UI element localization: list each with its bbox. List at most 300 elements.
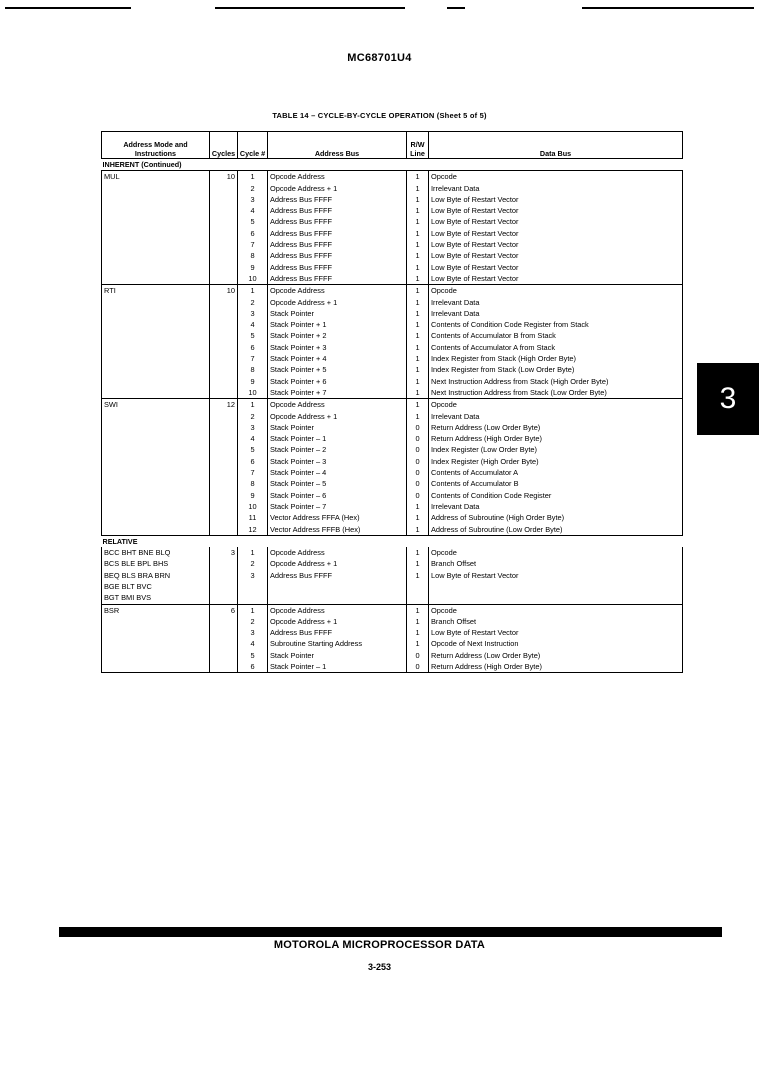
address-bus-cell: Stack Pointer	[268, 308, 407, 319]
table-row	[102, 183, 683, 194]
table-row	[102, 353, 683, 364]
cycle-number: 10	[238, 273, 268, 285]
data-bus-cell: Contents of Accumulator A	[429, 467, 683, 478]
cycle-number: 1	[238, 604, 268, 616]
cycle-number: 5	[238, 444, 268, 455]
rw-line-cell: 1	[407, 171, 429, 183]
cycle-count	[210, 183, 238, 194]
cycle-table	[101, 131, 683, 673]
data-bus-cell: Irrelevant Data	[429, 308, 683, 319]
address-bus-cell: Address Bus FFFF	[268, 250, 407, 261]
table-body	[102, 159, 683, 673]
data-bus-cell: Irrelevant Data	[429, 501, 683, 512]
address-bus-cell: Opcode Address	[268, 285, 407, 297]
instruction-mode: BGE BLT BVC	[102, 581, 210, 592]
table-row	[102, 478, 683, 489]
data-bus-cell: Address of Subroutine (Low Order Byte)	[429, 524, 683, 536]
cycle-count	[210, 512, 238, 523]
table-row	[102, 285, 683, 297]
table-row	[102, 592, 683, 604]
table-row	[102, 570, 683, 581]
top-rule-right	[582, 7, 754, 9]
cycle-count	[210, 467, 238, 478]
address-bus-cell: Opcode Address + 1	[268, 616, 407, 627]
cycle-count	[210, 387, 238, 399]
data-bus-cell: Low Byte of Restart Vector	[429, 262, 683, 273]
cycle-count: 12	[210, 399, 238, 411]
instruction-mode	[102, 387, 210, 399]
table-row	[102, 205, 683, 216]
rw-line-cell: 0	[407, 650, 429, 661]
cycle-count	[210, 422, 238, 433]
data-bus-cell: Low Byte of Restart Vector	[429, 570, 683, 581]
data-bus-cell: Low Byte of Restart Vector	[429, 627, 683, 638]
address-bus-cell: Subroutine Starting Address	[268, 638, 407, 649]
instruction-mode	[102, 456, 210, 467]
rw-line-cell: 1	[407, 194, 429, 205]
address-bus-cell: Stack Pointer	[268, 650, 407, 661]
cycle-count	[210, 558, 238, 569]
data-bus-cell: Opcode of Next Instruction	[429, 638, 683, 649]
address-bus-cell: Stack Pointer + 5	[268, 364, 407, 375]
column-header-mode: Address Mode and Instructions	[102, 132, 210, 159]
cycle-count	[210, 638, 238, 649]
instruction-mode	[102, 638, 210, 649]
cycle-number: 7	[238, 353, 268, 364]
table-row	[102, 638, 683, 649]
data-bus-cell: Low Byte of Restart Vector	[429, 205, 683, 216]
section-heading-row	[102, 535, 683, 547]
table-row	[102, 627, 683, 638]
instruction-mode	[102, 216, 210, 227]
instruction-mode	[102, 308, 210, 319]
rw-line-cell: 1	[407, 411, 429, 422]
instruction-mode	[102, 616, 210, 627]
table-row	[102, 661, 683, 673]
cycle-count	[210, 228, 238, 239]
table-row	[102, 364, 683, 375]
table-row	[102, 399, 683, 411]
rw-line-cell: 1	[407, 364, 429, 375]
table-row	[102, 250, 683, 261]
data-bus-cell: Contents of Accumulator B	[429, 478, 683, 489]
table-row	[102, 433, 683, 444]
cycle-number	[238, 592, 268, 604]
instruction-mode	[102, 183, 210, 194]
cycle-number: 11	[238, 512, 268, 523]
instruction-mode	[102, 627, 210, 638]
address-bus-cell: Opcode Address + 1	[268, 558, 407, 569]
data-bus-cell: Opcode	[429, 604, 683, 616]
rw-line-cell: 1	[407, 250, 429, 261]
table-row	[102, 604, 683, 616]
address-bus-cell: Stack Pointer + 2	[268, 330, 407, 341]
rw-line-cell: 0	[407, 661, 429, 673]
rw-line-cell: 1	[407, 228, 429, 239]
cycle-count	[210, 250, 238, 261]
rw-line-cell: 1	[407, 183, 429, 194]
address-bus-cell: Stack Pointer + 1	[268, 319, 407, 330]
address-bus-cell: Address Bus FFFF	[268, 570, 407, 581]
cycle-count	[210, 262, 238, 273]
address-bus-cell: Stack Pointer – 2	[268, 444, 407, 455]
rw-line-cell: 1	[407, 273, 429, 285]
instruction-mode: BGT BMI BVS	[102, 592, 210, 604]
cycle-number: 7	[238, 239, 268, 250]
instruction-mode	[102, 319, 210, 330]
cycle-count	[210, 319, 238, 330]
address-bus-cell: Address Bus FFFF	[268, 239, 407, 250]
rw-line-cell: 1	[407, 387, 429, 399]
cycle-number: 8	[238, 364, 268, 375]
address-bus-cell	[268, 581, 407, 592]
table-row	[102, 422, 683, 433]
cycle-count	[210, 297, 238, 308]
cycle-count	[210, 478, 238, 489]
section-tab: 3	[697, 363, 759, 435]
rw-line-cell: 0	[407, 490, 429, 501]
data-bus-cell: Contents of Accumulator B from Stack	[429, 330, 683, 341]
instruction-mode	[102, 250, 210, 261]
address-bus-cell: Opcode Address + 1	[268, 183, 407, 194]
cycle-number: 4	[238, 319, 268, 330]
data-bus-cell: Address of Subroutine (High Order Byte)	[429, 512, 683, 523]
instruction-mode	[102, 422, 210, 433]
cycle-number: 12	[238, 524, 268, 536]
instruction-mode	[102, 661, 210, 673]
rw-line-cell: 1	[407, 353, 429, 364]
cycle-count	[210, 490, 238, 501]
cycle-number: 6	[238, 342, 268, 353]
cycle-number: 5	[238, 330, 268, 341]
data-bus-cell: Opcode	[429, 285, 683, 297]
cycle-count	[210, 444, 238, 455]
address-bus-cell	[268, 592, 407, 604]
cycle-number: 2	[238, 183, 268, 194]
instruction-mode: BEQ BLS BRA BRN	[102, 570, 210, 581]
cycle-count	[210, 216, 238, 227]
cycle-count	[210, 205, 238, 216]
cycle-number: 2	[238, 411, 268, 422]
data-bus-cell: Next Instruction Address from Stack (High Order Byte)	[429, 376, 683, 387]
address-bus-cell: Stack Pointer – 1	[268, 433, 407, 444]
address-bus-cell: Vector Address FFFA (Hex)	[268, 512, 407, 523]
instruction-mode	[102, 228, 210, 239]
address-bus-cell: Stack Pointer – 7	[268, 501, 407, 512]
data-bus-cell: Return Address (High Order Byte)	[429, 661, 683, 673]
rw-line-cell: 1	[407, 638, 429, 649]
instruction-mode	[102, 501, 210, 512]
table-row	[102, 228, 683, 239]
table-title: TABLE 14 – CYCLE-BY-CYCLE OPERATION (Sheet 5 of 5)	[272, 111, 487, 120]
rw-line-cell: 1	[407, 239, 429, 250]
rw-line-cell: 1	[407, 604, 429, 616]
cycle-count	[210, 456, 238, 467]
data-bus-cell: Low Byte of Restart Vector	[429, 194, 683, 205]
cycle-number: 3	[238, 422, 268, 433]
data-bus-cell: Contents of Condition Code Register	[429, 490, 683, 501]
rw-line-cell: 1	[407, 216, 429, 227]
table-row	[102, 558, 683, 569]
cycle-number: 3	[238, 627, 268, 638]
cycle-count	[210, 364, 238, 375]
rw-line-cell	[407, 581, 429, 592]
address-bus-cell: Stack Pointer	[268, 422, 407, 433]
cycle-number: 2	[238, 297, 268, 308]
data-bus-cell: Opcode	[429, 547, 683, 558]
cycle-count	[210, 433, 238, 444]
column-header-address-bus: Address Bus	[268, 132, 407, 159]
data-bus-cell: Irrelevant Data	[429, 183, 683, 194]
cycle-number: 1	[238, 399, 268, 411]
rw-line-cell: 0	[407, 456, 429, 467]
cycle-number: 9	[238, 262, 268, 273]
cycle-number: 3	[238, 194, 268, 205]
cycle-count: 3	[210, 547, 238, 558]
cycle-count	[210, 411, 238, 422]
rw-line-cell: 1	[407, 297, 429, 308]
section-heading-row	[102, 159, 683, 171]
address-bus-cell: Stack Pointer – 3	[268, 456, 407, 467]
cycle-number: 6	[238, 228, 268, 239]
rw-line-cell: 1	[407, 512, 429, 523]
table-row	[102, 330, 683, 341]
cycle-count	[210, 661, 238, 673]
cycle-count	[210, 239, 238, 250]
rw-line-cell: 1	[407, 308, 429, 319]
table-row	[102, 490, 683, 501]
address-bus-cell: Opcode Address	[268, 399, 407, 411]
rw-line-cell: 0	[407, 433, 429, 444]
instruction-mode	[102, 512, 210, 523]
data-bus-cell: Branch Offset	[429, 616, 683, 627]
instruction-mode	[102, 194, 210, 205]
rw-line-cell: 1	[407, 558, 429, 569]
cycle-count	[210, 592, 238, 604]
rw-line-cell: 1	[407, 330, 429, 341]
address-bus-cell: Opcode Address + 1	[268, 411, 407, 422]
instruction-mode	[102, 444, 210, 455]
address-bus-cell: Address Bus FFFF	[268, 262, 407, 273]
address-bus-cell: Opcode Address + 1	[268, 297, 407, 308]
table-row	[102, 547, 683, 558]
cycle-count: 6	[210, 604, 238, 616]
cycle-count	[210, 524, 238, 536]
instruction-mode	[102, 524, 210, 536]
instruction-mode: SWI	[102, 399, 210, 411]
document-id: MC68701U4	[347, 52, 412, 64]
address-bus-cell: Address Bus FFFF	[268, 216, 407, 227]
instruction-mode: BCS BLE BPL BHS	[102, 558, 210, 569]
table-row	[102, 308, 683, 319]
instruction-mode	[102, 433, 210, 444]
cycle-number: 10	[238, 501, 268, 512]
data-bus-cell: Low Byte of Restart Vector	[429, 228, 683, 239]
address-bus-cell: Stack Pointer + 6	[268, 376, 407, 387]
data-bus-cell: Return Address (Low Order Byte)	[429, 422, 683, 433]
table-row	[102, 262, 683, 273]
table-row	[102, 297, 683, 308]
table-row	[102, 342, 683, 353]
address-bus-cell: Address Bus FFFF	[268, 205, 407, 216]
column-header-data-bus: Data Bus	[429, 132, 683, 159]
cycle-number: 3	[238, 570, 268, 581]
data-bus-cell: Return Address (High Order Byte)	[429, 433, 683, 444]
top-rule-left	[5, 7, 131, 9]
instruction-mode	[102, 364, 210, 375]
cycle-number: 8	[238, 478, 268, 489]
data-bus-cell: Return Address (Low Order Byte)	[429, 650, 683, 661]
rw-line-cell: 0	[407, 478, 429, 489]
address-bus-cell: Stack Pointer – 5	[268, 478, 407, 489]
section-heading: INHERENT (Continued)	[102, 159, 683, 171]
cycle-number: 1	[238, 171, 268, 183]
cycle-count	[210, 616, 238, 627]
rw-line-cell: 0	[407, 467, 429, 478]
cycle-number: 1	[238, 285, 268, 297]
cycle-number: 8	[238, 250, 268, 261]
table-row	[102, 194, 683, 205]
cycle-number: 4	[238, 205, 268, 216]
instruction-mode	[102, 478, 210, 489]
address-bus-cell: Address Bus FFFF	[268, 228, 407, 239]
footer-title: MOTOROLA MICROPROCESSOR DATA	[273, 939, 486, 951]
cycle-number: 3	[238, 308, 268, 319]
table-row	[102, 376, 683, 387]
table-row	[102, 650, 683, 661]
address-bus-cell: Opcode Address	[268, 171, 407, 183]
data-bus-cell	[429, 581, 683, 592]
instruction-mode	[102, 297, 210, 308]
cycle-number: 6	[238, 661, 268, 673]
cycle-number: 6	[238, 456, 268, 467]
cycle-number: 5	[238, 216, 268, 227]
table-header-row	[102, 132, 683, 159]
rw-line-cell: 1	[407, 547, 429, 558]
cycle-count	[210, 581, 238, 592]
table-row	[102, 456, 683, 467]
cycle-count	[210, 330, 238, 341]
data-bus-cell: Low Byte of Restart Vector	[429, 239, 683, 250]
rw-line-cell: 1	[407, 501, 429, 512]
cycle-count	[210, 342, 238, 353]
instruction-mode: MUL	[102, 171, 210, 183]
instruction-mode	[102, 330, 210, 341]
table-row	[102, 501, 683, 512]
top-rule-mid	[447, 7, 465, 9]
data-bus-cell: Low Byte of Restart Vector	[429, 250, 683, 261]
rw-line-cell: 1	[407, 376, 429, 387]
page-number: 3-253	[367, 962, 392, 972]
data-bus-cell: Low Byte of Restart Vector	[429, 273, 683, 285]
instruction-mode	[102, 650, 210, 661]
rw-line-cell: 1	[407, 524, 429, 536]
data-bus-cell: Next Instruction Address from Stack (Low Order Byte)	[429, 387, 683, 399]
address-bus-cell: Opcode Address	[268, 604, 407, 616]
column-header-cycle-number: Cycle #	[238, 132, 268, 159]
address-bus-cell: Opcode Address	[268, 547, 407, 558]
column-header-cycles: Cycles	[210, 132, 238, 159]
table-row	[102, 444, 683, 455]
data-bus-cell	[429, 592, 683, 604]
cycle-count	[210, 353, 238, 364]
address-bus-cell: Stack Pointer – 4	[268, 467, 407, 478]
address-bus-cell: Stack Pointer + 7	[268, 387, 407, 399]
instruction-mode	[102, 353, 210, 364]
data-bus-cell: Index Register (High Order Byte)	[429, 456, 683, 467]
rw-line-cell: 1	[407, 205, 429, 216]
section-heading: RELATIVE	[102, 536, 138, 546]
rw-line-cell: 1	[407, 319, 429, 330]
instruction-mode	[102, 490, 210, 501]
cycle-number: 4	[238, 638, 268, 649]
address-bus-cell: Address Bus FFFF	[268, 273, 407, 285]
cycle-count	[210, 570, 238, 581]
instruction-mode	[102, 273, 210, 285]
data-bus-cell: Low Byte of Restart Vector	[429, 216, 683, 227]
data-bus-cell: Contents of Condition Code Register from Stack	[429, 319, 683, 330]
cycle-number: 4	[238, 433, 268, 444]
table-row	[102, 273, 683, 285]
instruction-mode	[102, 239, 210, 250]
address-bus-cell: Stack Pointer – 1	[268, 661, 407, 673]
cycle-number: 9	[238, 376, 268, 387]
cycle-number: 5	[238, 650, 268, 661]
instruction-mode	[102, 342, 210, 353]
data-bus-cell: Index Register (Low Order Byte)	[429, 444, 683, 455]
cycle-number: 1	[238, 547, 268, 558]
rw-line-cell: 1	[407, 262, 429, 273]
table-row	[102, 512, 683, 523]
rw-line-cell: 1	[407, 399, 429, 411]
data-bus-cell: Irrelevant Data	[429, 411, 683, 422]
cycle-count: 10	[210, 171, 238, 183]
rw-line-cell: 0	[407, 444, 429, 455]
table-row	[102, 581, 683, 592]
table-row	[102, 467, 683, 478]
instruction-mode	[102, 411, 210, 422]
rw-line-cell: 0	[407, 422, 429, 433]
table-row	[102, 319, 683, 330]
data-bus-cell: Branch Offset	[429, 558, 683, 569]
cycle-count	[210, 308, 238, 319]
cycle-number	[238, 581, 268, 592]
cycle-count	[210, 194, 238, 205]
cycle-count: 10	[210, 285, 238, 297]
rw-line-cell: 1	[407, 627, 429, 638]
data-bus-cell: Opcode	[429, 399, 683, 411]
address-bus-cell: Stack Pointer – 6	[268, 490, 407, 501]
cycle-count	[210, 627, 238, 638]
table-row	[102, 411, 683, 422]
top-rule-center	[215, 7, 405, 9]
table-row	[102, 239, 683, 250]
rw-line-cell	[407, 592, 429, 604]
address-bus-cell: Stack Pointer + 3	[268, 342, 407, 353]
table-row	[102, 216, 683, 227]
cycle-count	[210, 273, 238, 285]
cycle-count	[210, 376, 238, 387]
table-row	[102, 171, 683, 183]
data-bus-cell: Index Register from Stack (High Order Byte)	[429, 353, 683, 364]
footer-bar	[59, 927, 722, 937]
address-bus-cell: Address Bus FFFF	[268, 194, 407, 205]
cycle-number: 2	[238, 616, 268, 627]
instruction-mode	[102, 376, 210, 387]
table-row	[102, 524, 683, 536]
instruction-mode: BCC BHT BNE BLQ	[102, 547, 210, 558]
cycle-number: 10	[238, 387, 268, 399]
